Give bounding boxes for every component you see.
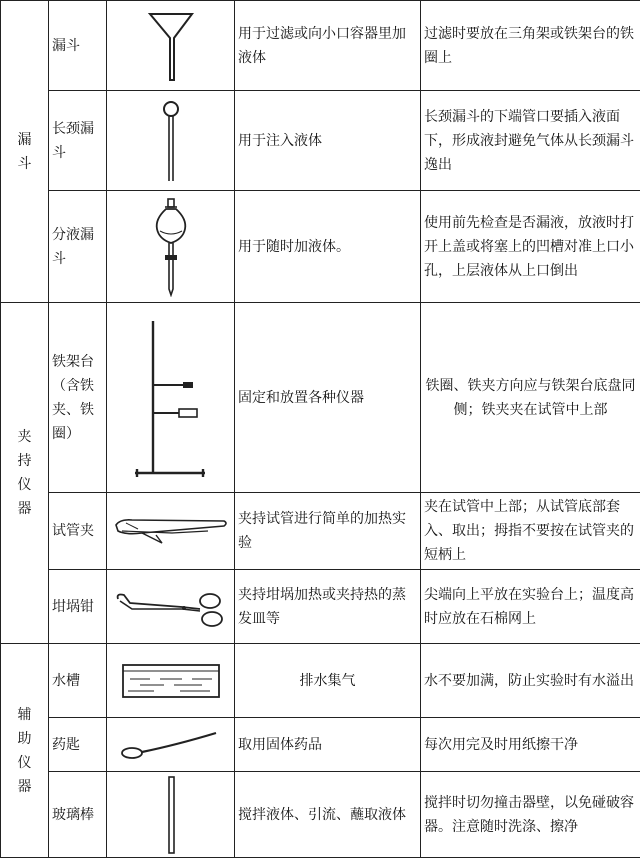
table-row	[1, 303, 640, 493]
instrument-note: 搅拌时切勿撞击器壁，以免碰破容器。注意随时洗涤、擦净	[421, 772, 640, 858]
table-row	[1, 644, 640, 718]
table-row	[1, 493, 640, 570]
long-neck-funnel-icon	[156, 97, 186, 185]
instrument-use: 用于随时加液体。	[235, 191, 421, 303]
instrument-name: 玻璃棒	[49, 772, 107, 858]
water-trough-icon	[120, 661, 222, 701]
crucible-tongs-icon	[112, 585, 230, 629]
instrument-note: 长颈漏斗的下端管口要插入液面下，形成液封避免气体从长颈漏斗逸出	[421, 91, 640, 191]
instrument-note: 铁圈、铁夹方向应与铁架台底盘同侧；铁夹夹在试管中上部	[421, 303, 640, 493]
category-funnel: 漏 斗	[1, 1, 49, 303]
test-tube-clamp-icon	[112, 511, 230, 551]
instrument-name: 漏斗	[49, 1, 107, 91]
separatory-funnel-icon	[151, 197, 191, 297]
instrument-use: 排水集气	[235, 644, 421, 718]
instrument-name: 长颈漏斗	[49, 91, 107, 191]
instrument-use: 搅拌液体、引流、蘸取液体	[235, 772, 421, 858]
spatula-icon	[116, 725, 226, 765]
instrument-use: 夹持坩埚加热或夹持热的蒸发皿等	[235, 570, 421, 644]
instrument-name: 铁架台（含铁夹、铁圈）	[49, 303, 107, 493]
instrument-use: 用于过滤或向小口容器里加液体	[235, 1, 421, 91]
instrument-use: 用于注入液体	[235, 91, 421, 191]
instrument-name: 试管夹	[49, 493, 107, 570]
instrument-name: 分液漏斗	[49, 191, 107, 303]
instrument-note: 水不要加满，防止实验时有水溢出	[421, 644, 640, 718]
table-row	[1, 772, 640, 858]
table-row	[1, 570, 640, 644]
instrument-name: 水槽	[49, 644, 107, 718]
funnel-icon	[146, 8, 196, 84]
instrument-use: 取用固体药品	[235, 718, 421, 772]
instrument-note: 尖端向上平放在实验台上；温度高时应放在石棉网上	[421, 570, 640, 644]
instrument-name: 药匙	[49, 718, 107, 772]
instrument-note: 夹在试管中上部；从试管底部套入、取出；拇指不要按在试管夹的短柄上	[421, 493, 640, 570]
instrument-note: 每次用完及时用纸擦干净	[421, 718, 640, 772]
glass-rod-icon	[159, 775, 183, 855]
category-aux: 辅 助 仪 器	[1, 644, 49, 858]
instrument-note: 过滤时要放在三角架或铁架台的铁圈上	[421, 1, 640, 91]
instrument-use: 固定和放置各种仪器	[235, 303, 421, 493]
table-row	[1, 191, 640, 303]
table-row	[1, 1, 640, 91]
instrument-use: 夹持试管进行简单的加热实验	[235, 493, 421, 570]
table-row	[1, 91, 640, 191]
iron-stand-icon	[131, 313, 211, 483]
category-holder: 夹 持 仪 器	[1, 303, 49, 644]
table-row	[1, 718, 640, 772]
instrument-name: 坩埚钳	[49, 570, 107, 644]
instrument-note: 使用前先检查是否漏液，放液时打开上盖或将塞上的凹槽对准上口小孔，上层液体从上口倒出	[421, 191, 640, 303]
